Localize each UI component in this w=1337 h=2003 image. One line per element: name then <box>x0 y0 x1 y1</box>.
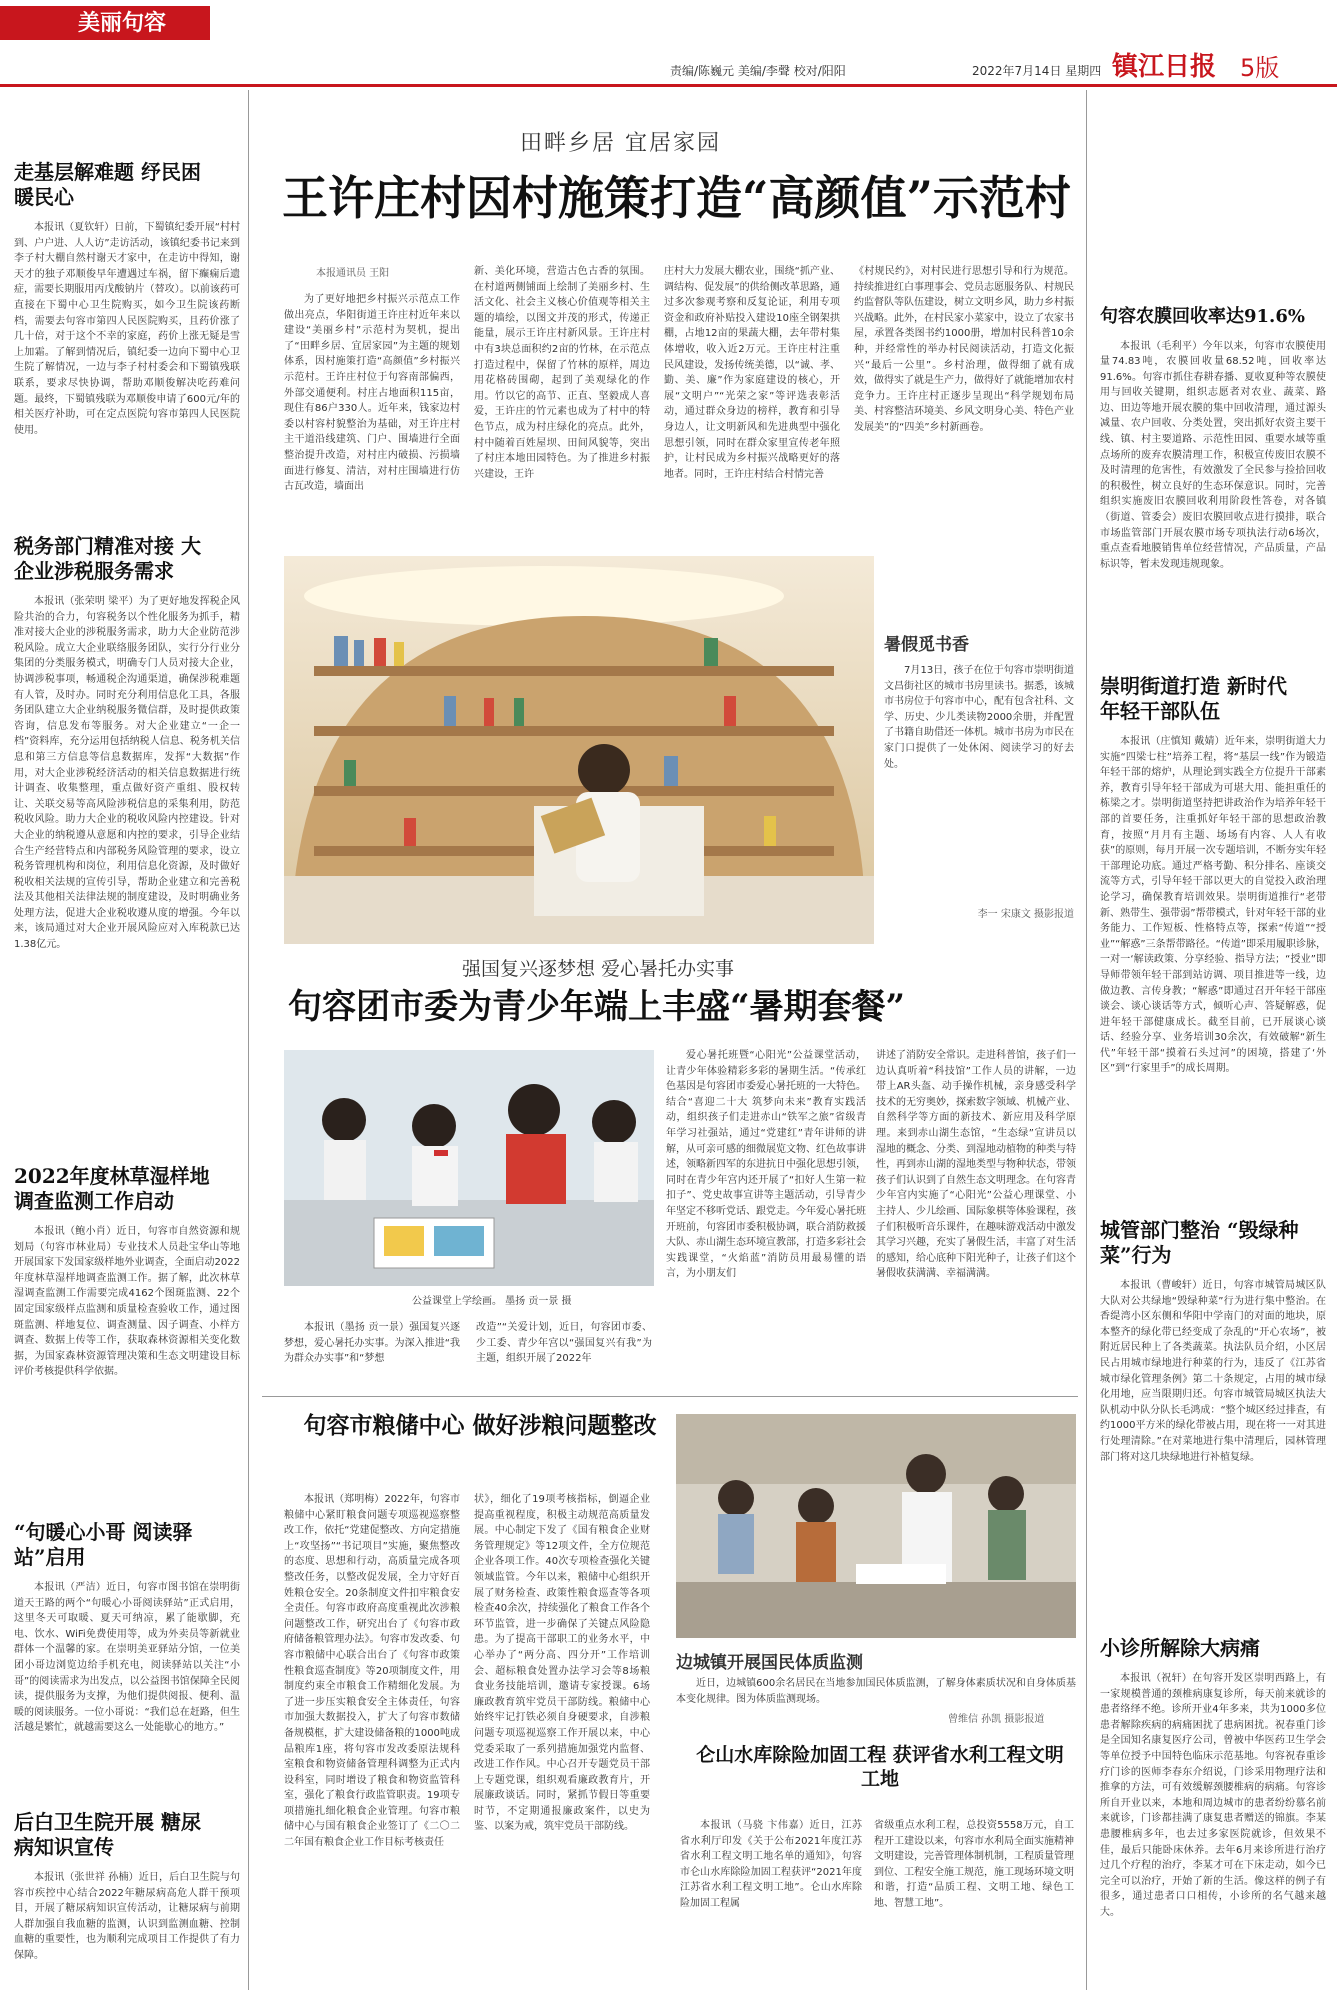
section-label: 美丽句容 <box>78 10 167 36</box>
youth-col-3: 爱心暑托班暨“心阳光”公益课堂活动，让青少年体验精彩多彩的暑期生活。“传承红色基因是句容团市委爱心暑托班的一大特色。结合“喜迎二十大 筑梦向未来”教育实践活动，组织孩子们走进赤山“铁军之旅”省级青年学习社强站，通过“党建红”青年讲师的讲解，从可亲可感的细微展览文物、红色故事讲述，领略新四军的东进抗日中强化思想引领，同时在青少年宫内还开展了“扣好人生第一粒扣子”、党史故事宣讲等主题活动，引导青少年坚定不移听党话、跟党走。今年爱心暑托班开班前，句容团市委积极协调，联合消防救援大队、赤山湖生态环境宣教部，打造多彩社会实践课堂，“火焰蓝”消防员用最易懂的语言，为小朋友们 <box>666 1050 866 1280</box>
summer-reading-text: 7月13日，孩子在位于句容市崇明街道文昌街社区的城市书房里读书。据悉，该城市书房位于句容市中心，配有包含社科、文学、历史、少儿类读物2000余册，并配置了书籍自助借还一体机。城市书房为市民在家门口提供了一处休闲、阅读学习的好去处。 <box>884 665 1074 770</box>
masthead-rule <box>0 84 1337 87</box>
right-story-1-text: 本报讯（毛利平）今年以来，句容市农膜使用量74.83吨，农膜回收量68.52吨，回收率达91.6%。句容市抓住春耕春播、夏收夏种等农膜使用与回收关键期，组织志愿者对农业、蔬菜、路边、田边等地开展农膜的集中回收清理，通过源头减量、农户回收、分类处置，突出抓好农资主要干线、镇、村主要道路、示范性田园、重要水域等重点场所的废弃农膜清理工作，积极宣传废旧农膜不及时清理的危害性，有效激发了全民参与捡拾回收的积极性，树立良好的生态环保意识。同时，完善组织实施废旧农膜回收利用阶段性答卷，对各镇（街道、管委会）废旧农膜回收点进行摸排，联合市场监管部门开展农膜市场专项执法行动6场次，重点查看地膜销售单位经营情况，产品质量，产品标识等，暂未发现违规现象。 <box>1100 340 1326 570</box>
main-col-1: 为了更好地把乡村振兴示范点工作做出亮点，华阳街道王许庄村近年来以建设“美丽乡村”示范村为契机，提出了“田畔乡居、宜居家园”为主题的规划体系，因村施策打造“高颜值”乡村振兴示范村。王许庄村位于句容南部偏西，外部交通便利。村庄占地面积115亩，现住有86户330人。近年来，钱家边村委以村容村貌整治为基础，对王许庄村主干道沿线建筑、门户、围墙进行全面整治提升改造，对村庄内破损、污损墙面进行修复、清洁，对村庄围墙进行仿古瓦改造，墙面出 <box>284 294 460 493</box>
main-col-2: 新、美化环境，营造古色古香的氛围。在村道两侧铺面上绘制了美丽乡村、生活文化、社会主义核心价值观等相关主题的墙绘，以图文并茂的形式，传递正能量，展示王许庄村新风景。王许庄村中有3块总面积约2亩的竹林，在示范点打造过程中，保留了竹林的原样，周边用花格砖围砌，起到了美观绿化的作用。竹以它的高节、正直、坚毅成人喜爱，王许庄的竹元素也成为了村中的特色节点，成为村庄绿化的亮点。此外，村中随着百姓屋坝、田间风貌等，突出了村庄本地田园特色。为了推进乡村振兴建设，王许 <box>474 266 650 480</box>
reservoir-headline: 仑山水库除险加固工程 获评省水利工程文明工地 <box>696 1744 1064 1790</box>
left-story-3-title: 2022年度林草湿样地 调查监测工作启动 <box>14 1164 210 1213</box>
left-story-2 <box>14 534 240 1170</box>
summer-reading-title: 暑假觅书香 <box>884 635 969 655</box>
painting-class-illustration <box>284 1050 654 1286</box>
masthead-editors: 责编/陈巍元 美编/李聲 校对/阳阳 <box>670 64 846 78</box>
right-divider <box>1086 90 1087 1990</box>
left-story-1-title: 走基层解难题 纾民困暖民心 <box>14 160 201 209</box>
right-story-2-title: 崇明街道打造 新时代年轻干部队伍 <box>1100 674 1287 723</box>
right-story-3-text: 本报讯（曹峻轩）近日，句容市城管局城区队大队对公共绿地“毁绿种菜”行为进行集中整治。在香缇湾小区东侧和华阳中学南门的对面的地块，原本整齐的绿化带已经变成了杂乱的“开心农场”，被附近居民种上了各类蔬菜。执法队员介绍，小区居民占用城市绿地进行种菜的行为，违反了《江苏省城市绿化管理条例》第二十条规定，占用的城市绿化用地，应当限期归还。句容市城管局城区执法大队机动中队分队长毛鸿成：“整个城区经过排查，有约1000平方米的绿化带被占用，现在将一一对其进行处理清除。”在对菜地进行集中清理后，园林管理部门将对这几块绿地进行补植复绿。 <box>1100 1280 1326 1463</box>
summer-reading-credit: 李一 宋康文 摄影报道 <box>977 909 1074 920</box>
left-story-1-text: 本报讯（夏钦轩）日前，下蜀镇纪委开展“村村到、户户进、人人访”走访活动，该镇纪委书记来到李子村大棚自然村谢天才家中，在走访中得知，谢天才的独子邓顺俊早年遭遇过车祸，留下癫痫后遗症，需要长期服用丙戊酸钠片（替攻）。以前该药可直接在下蜀中心卫生院购买，如今卫生院该药断档，需要去句容市第四人民医院购买，且药价涨了几十倍，对于这个不幸的家庭，药价上涨无疑是雪上加霜。了解到情况后，镇纪委一边向下蜀中心卫生院了解情况，一边与李子村村委会和下蜀镇残联联系，要求尽快协调，帮助邓顺俊解决吃药难问题。最终，下蜀镇残联为邓顺俊申请了600元/年的相关医疗补助，可在定点医院句容市第四人民医院使用。 <box>14 222 240 436</box>
youth-col-1: 本报讯（墨扬 贡一景）强国复兴逐梦想，爱心暑托办实事。为深入推进“我为群众办实事”和“梦想 <box>284 1322 460 1365</box>
left-story-5-text: 本报讯（张世祥 孙楠）近日，后白卫生院与句容市疾控中心结合2022年糖尿病高危人群干预项目，开展了糖尿病知识宣传活动，让糖尿病与前期人群加强自我血糖的监测，认识到监测血糖、控制血糖的重要性，也为顺利完成项目工作提供了有力保障。 <box>14 1872 240 1961</box>
left-divider <box>248 90 249 1990</box>
right-story-3-title: 城管部门整治 “毁绿种菜”行为 <box>1100 1218 1299 1267</box>
reading-room-illustration <box>284 556 874 944</box>
grain-col-2: 状》，细化了19项考核指标，倒逼企业提高重视程度，积极主动规范高质量发展。中心制定下发了《国有粮食企业财务管理规定》等12项文件，全方位规范企业各项工作。40次专项检查强化关键领域监管。今年以来，粮储中心组织开展了财务检查、政策性粮食巡查等各项检查40余次，持续强化了粮食工作各个环节监管，进一步确保了关键点风险隐患。为了提高干部职工的业务水平，中心举办了“两分高、四分开”工作培训会、超标粮食处置办法学习会等8场粮食业务技能培训，邀请专家授课。6场廉政教育筑牢党员干部防线。粮储中心始终牢记打铁必须自身硬要求，自涉粮问题专项巡视巡察工作开展以来，中心党委采取了一系列措施加强党内监督、改进工作作风。中心召开专题党员干部上专题党课，组织观看廉政教育片，开展廉政谈话。同时，紧抓节假日等重要时节，不定期通报廉政案件，以史为鉴、以案为戒，筑牢党员干部防线。 <box>474 1494 650 1833</box>
left-story-4-text: 本报讯（严洁）近日，句容市图书馆在崇明街道天王路的两个“句暖心小哥阅读驿站”正式启用，这里冬天可取暖、夏天可纳凉，累了能歇脚，充电、饮水、WiFi免费使用等，成为外卖员等新就业群体一个温馨的家。在崇明美亚驿站分馆，一位美团小哥边浏览边给手机充电，阅读驿站以关注“小哥”的阅读需求为出发点，以公益图书馆保障全民阅读，提供服务为支撑，为他们提供阅报、便利、温暖的阅读服务。一位小哥说：“我们总在赶路，但生活越是繁忙，就越需要这么一处能歇心的地方。” <box>14 1582 240 1734</box>
masthead-date: 2022年7月14日 星期四 <box>972 64 1102 78</box>
section-tag <box>0 6 210 40</box>
page-number: 5版 <box>1240 54 1280 82</box>
fitness-test-text: 近日，边城镇600余名居民在当地参加国民体质监测，了解身体素质状况和自身体质基本变化规律。图为体质监测现场。 <box>676 1678 1076 1705</box>
main-byline: 本报通讯员 王阳 <box>316 268 390 279</box>
paper-logo: 镇江日报 <box>1112 52 1217 82</box>
main-kicker: 田畔乡居 宜居家园 <box>520 131 721 156</box>
fitness-test-photo <box>676 1414 1076 1638</box>
youth-bottom-rule <box>262 1396 1078 1397</box>
right-story-2-text: 本报讯（庄慎知 戴婧）近年来，崇明街道大力实施“四梁七柱”培养工程，将“基层一线”作为锻造年轻干部的熔炉，从理论到实践全方位提升干部素养，教育引导年轻干部成为可堪大用、能担重任的栋梁之才。崇明街道坚持把讲政治作为培养年轻干部的首要任务，注重抓好年轻干部的思想政治教育，按照“月月有主题、场场有内容、人人有收获”的原则，每月开展一次专题培训，不断夯实年轻干部理论功底。通过严格考勤、积分排名、座谈交流等方式，引导年轻干部以更大的自觉投入政治理论学习，确保教育培训效果。崇明街道推行“老带新、熟带生、强带弱”帮带模式，针对年轻干部的业务能力、工作短板、性格特点等，探索“传道”“授业”“解惑”三条帮带路径。“传道”即采用履职诊脉，一对一‘解读政策、分享经验、指导方法；“授业”即导师带领年轻干部到站访调、项目推进等一线，边做边教、言传身教；“解惑”即通过召开年轻干部座谈会、谈心谈话等方式，倾听心声、答疑解惑，促进年轻干部健康成长。截至目前，已开展谈心谈话、经验分享、业务培训30余次，有效破解“新生代”年轻干部“摸着石头过河”的困境，搭建了‘外区”到“行家里手”的成长周期。 <box>1100 736 1326 1075</box>
youth-col-2: 改造”“关爱计划，近日，句容团市委、少工委、青少年宫以“强国复兴有我”为主题，组织开展了2022年 <box>476 1322 652 1365</box>
reservoir-col-1: 本报讯（马骁 卞伟嘉）近日，江苏省水利厅印发《关于公布2021年度江苏省水利工程文明工地名单的通知》，句容市仑山水库除险加固工程获评“2021年度江苏省水利工程文明工地”。仑山水库除险加固工程属 <box>680 1820 862 1909</box>
painting-class-photo <box>284 1050 654 1286</box>
right-story-3 <box>1100 1218 1326 1622</box>
main-headline: 王许庄村因村施策打造“高颜值”示范村 <box>282 171 1071 225</box>
right-story-4-text: 本报讯（祝轩）在句容开发区崇明西路上，有一家规模普通的颈椎病康复诊所，每天前来就诊的患者络绎不绝。诊所开业4年多来，共为1000多位患者解除疾病的病痛困扰了患病困扰。祝春重门诊是全国知名康复医疗公司，曾被中华医药卫生学会等单位授予中国特色临床示范基地。句容祝春重诊疗门诊的医师李春东介绍说，门诊采用物理疗法和推拿的方法，可有效缓解颈腰椎病的病痛。句容诊所自开业以来，本地和周边城市的患者纷纷慕名前来就诊，门诊都挂满了康复患者赠送的锦旗。李某患腰椎病多年，也去过多家医院就诊，但效果不佳，最后只能卧床休养。去年6月来诊所进行治疗过几个疗程的治疗，李某才可在下床走动，如今已完全可以治疗，开始了新的生活。像这样的例子有很多，通过患者口口相传，小诊所的名气越来越大。 <box>1100 1673 1326 1918</box>
painting-class-caption: 公益课堂上学绘画。 墨扬 贡一景 摄 <box>412 1296 572 1307</box>
grain-col-1: 本报讯（郑明梅）2022年，句容市粮储中心紧盯粮食问题专项巡视巡察整改工作，依托“党建促整改、方向定措施上“攻坚扬”“书记项目”实施，聚焦整改的态度、思想和行动，高质量完成各项整改任务，以整改促发展，全力守好百姓粮仓安全。20条制度文件扣牢粮食安全责任。句容市政府高度重视此次涉粮问题整改工作，研究出台了《句容市政府储备粮管理办法》。句容市发改委、句容市粮储中心联合出台了《句容市政策性粮食巡查制度》等20项制度文件，用制度约束全市粮食工作精细化发展。为了进一步压实粮食安全主体责任，句容市加强大数据投入，扩大了句容市数储备规模框，扩大建设储备粮的1000吨成品粮库1座，将句容市发改委原法规科室粮食和物资储备管理科调整为正式内设科室，同时增设了粮食和物资监管科室，强化了粮食行政监管职责。19项专项措施扎细化粮食企业管理。句容市粮储中心与国有粮食企业签订了《二〇二二年国有粮食企业工作目标考核责任 <box>284 1494 460 1849</box>
left-story-3 <box>14 1164 240 1520</box>
left-story-3-text: 本报讯（鲍小肖）近日，句容市自然资源和规划局（句容市林业局）专业技术人员赴宝华山等地开展国家下发国家级样地外业调查，全面启动2022年度林草湿样地调查监测工作。据了解，此次林草湿调查监测工作需要完成4162个图斑监测、22个固定国家级样点监测和质量检查验收工作，通过图斑监测、样地复位、调查测量、因子调查、小样方调查、数据上传等工作，获取森林资源相关变化数据，为国家森林资源管理决策和生态文明建设目标评价考核提供科学依据。 <box>14 1226 240 1378</box>
youth-col-4: 讲述了消防安全常识。走进科普馆，孩子们一边认真听着“科技馆”工作人员的讲解，一边带上AR头盔、动手操作机械，亲身感受科学技术的无穷奥妙，探索数字领域、机械产业、自然科学等方面的新技术、新应用及科学原理。来到赤山湖生态馆，“生态绿”宣讲员以湿地的概念、分类、到湿地动植物的种类与特性，再到赤山湖的湿地类型与物种状态，带领孩子们认识到了自然生态文明理念。在句容青少年宫内实施了“心阳光”公益心理课堂、小主持人、少儿绘画、国际象棋等体验课程，孩子们积极听音乐课件，在趣味游戏活动中激发其学习兴趣，充实了暑假生活，丰富了对生活的感知，给心底种下阳光种子，让孩子们这个暑假收获满满、幸福满满。 <box>876 1050 1076 1280</box>
right-story-1-title: 句容农膜回收率达91.6% <box>1100 306 1305 327</box>
summer-reading-box <box>884 630 1074 920</box>
left-story-4-title: “句暖心小哥 阅读驿站”启用 <box>14 1520 193 1569</box>
youth-headline: 句容团市委为青少年端上丰盛“暑期套餐” <box>288 987 906 1027</box>
left-story-2-text: 本报讯（张荣明 梁平）为了更好地发挥税企风险共治的合力，句容税务以个性化服务为抓手，精准对接大企业的涉税服务需求，助力大企业防范涉税风险。成立大企业联络服务团队，实行分行业分集团的分类服务模式，明确专门人员对接大企业，协调涉税事项，畅通税企沟通渠道，确保涉税难题有人管，及时办。同时充分利用信息化工具，各服务团队建立大企业纳税服务微信群，及时提供政策咨询，信息发布等服务。对大企业建立“一企一档”资料库，充分运用包括纳税人信息、税务机关信息和第三方信息等信息数据库，发挥“大数据”作用，对大企业涉税经济活动的相关信息数据进行统计调查、收集整理，重点做好资产重组、股权转让、关联交易等高风险涉税信息的采集利用，防范税收风险。助力大企业的税收风险内控建设。针对大企业的纳税遵从意愿和内控的要求，引导企业结合生产经营特点和内部税务风险管理的要求，设立税务管理机构和岗位，利用信息化资源，及时做好税收相关法规的宣传引导，帮助企业建立和完善税法及其他相关法律法规的制度建设，及时明确业务处理方法，促进大企业税收遵从度的增强。今年以来，该局通过对大企业开展风险应对入库税款已达1.38亿元。 <box>14 596 240 951</box>
left-story-4 <box>14 1520 240 1814</box>
right-story-1 <box>1100 306 1326 651</box>
right-story-4 <box>1100 1636 1326 1983</box>
main-col-4: 《村规民约》，对村民进行思想引导和行为规范。持续推进红白事理事会、党员志愿服务队、村规民约监督队等队伍建设，树立文明乡风，助力乡村振兴战略。此外，在村民家小菜家中，设立了农家书屋，承置各类图书约1000册，增加村民科普10余种，并经常性的举办村民阅读活动，打造文化振兴“最后一公里”。乡村治理，做得细了就有成效，做得实了就是生产力，做得好了就能增加农村竞争力。王许庄村正逐步呈现出“科学规划布局美、村容整洁环境美、乡风文明身心美、特色产业发展美”的“四美”乡村新画卷。 <box>854 266 1074 433</box>
reservoir-col-2: 省级重点水利工程，总投资5558万元，自工程开工建设以来，句容市水利局全面实施精神文明建设，完善管理体制机制，工程质量管理到位、工程安全施工规范，施工现场环境文明和谐，打造“品质工程、文明工地、绿色工地、智慧工地”。 <box>874 1820 1074 1909</box>
fitness-test-title: 边城镇开展国民体质监测 <box>676 1653 863 1673</box>
reading-room-photo <box>284 556 874 944</box>
left-story-1 <box>14 160 240 484</box>
right-story-4-title: 小诊所解除大病痛 <box>1100 1636 1260 1660</box>
right-story-2 <box>1100 674 1326 1186</box>
fitness-test-illustration <box>676 1414 1076 1638</box>
grain-headline: 句容市粮储中心 做好涉粮问题整改 <box>303 1412 657 1439</box>
fitness-test-credit: 曾维信 孙凯 摄影报道 <box>948 1714 1045 1725</box>
youth-kicker: 强国复兴逐梦想 爱心暑托办实事 <box>462 958 735 980</box>
left-story-2-title: 税务部门精准对接 大企业涉税服务需求 <box>14 534 201 583</box>
left-story-5-title: 后白卫生院开展 糖尿病知识宣传 <box>14 1810 201 1859</box>
main-col-3: 庄村大力发展大棚农业，围绕“抓产业、调结构、促发展”的供给侧改革思路，通过多次参观考察和反复论证，利用专项资金和政府补贴投入建设10座全钢架拱棚，占地12亩的果蔬大棚，去年带村集体增收，收入近2万元。王许庄村注重民风建设，发扬传统美德，以“诚、孝、勤、美、廉”作为家庭建设的核心，开展“文明户”“光荣之家”等评选表彰活动，通过群众身边的榜样，教育和引导身边人，让文明新风和先进典型中强化思想引领，同时在群众家里宣传老年照护，让村民成为乡村振兴战略更好的落地者。同时，王许庄村结合村情完善 <box>664 266 840 480</box>
left-story-5 <box>14 1810 240 1994</box>
